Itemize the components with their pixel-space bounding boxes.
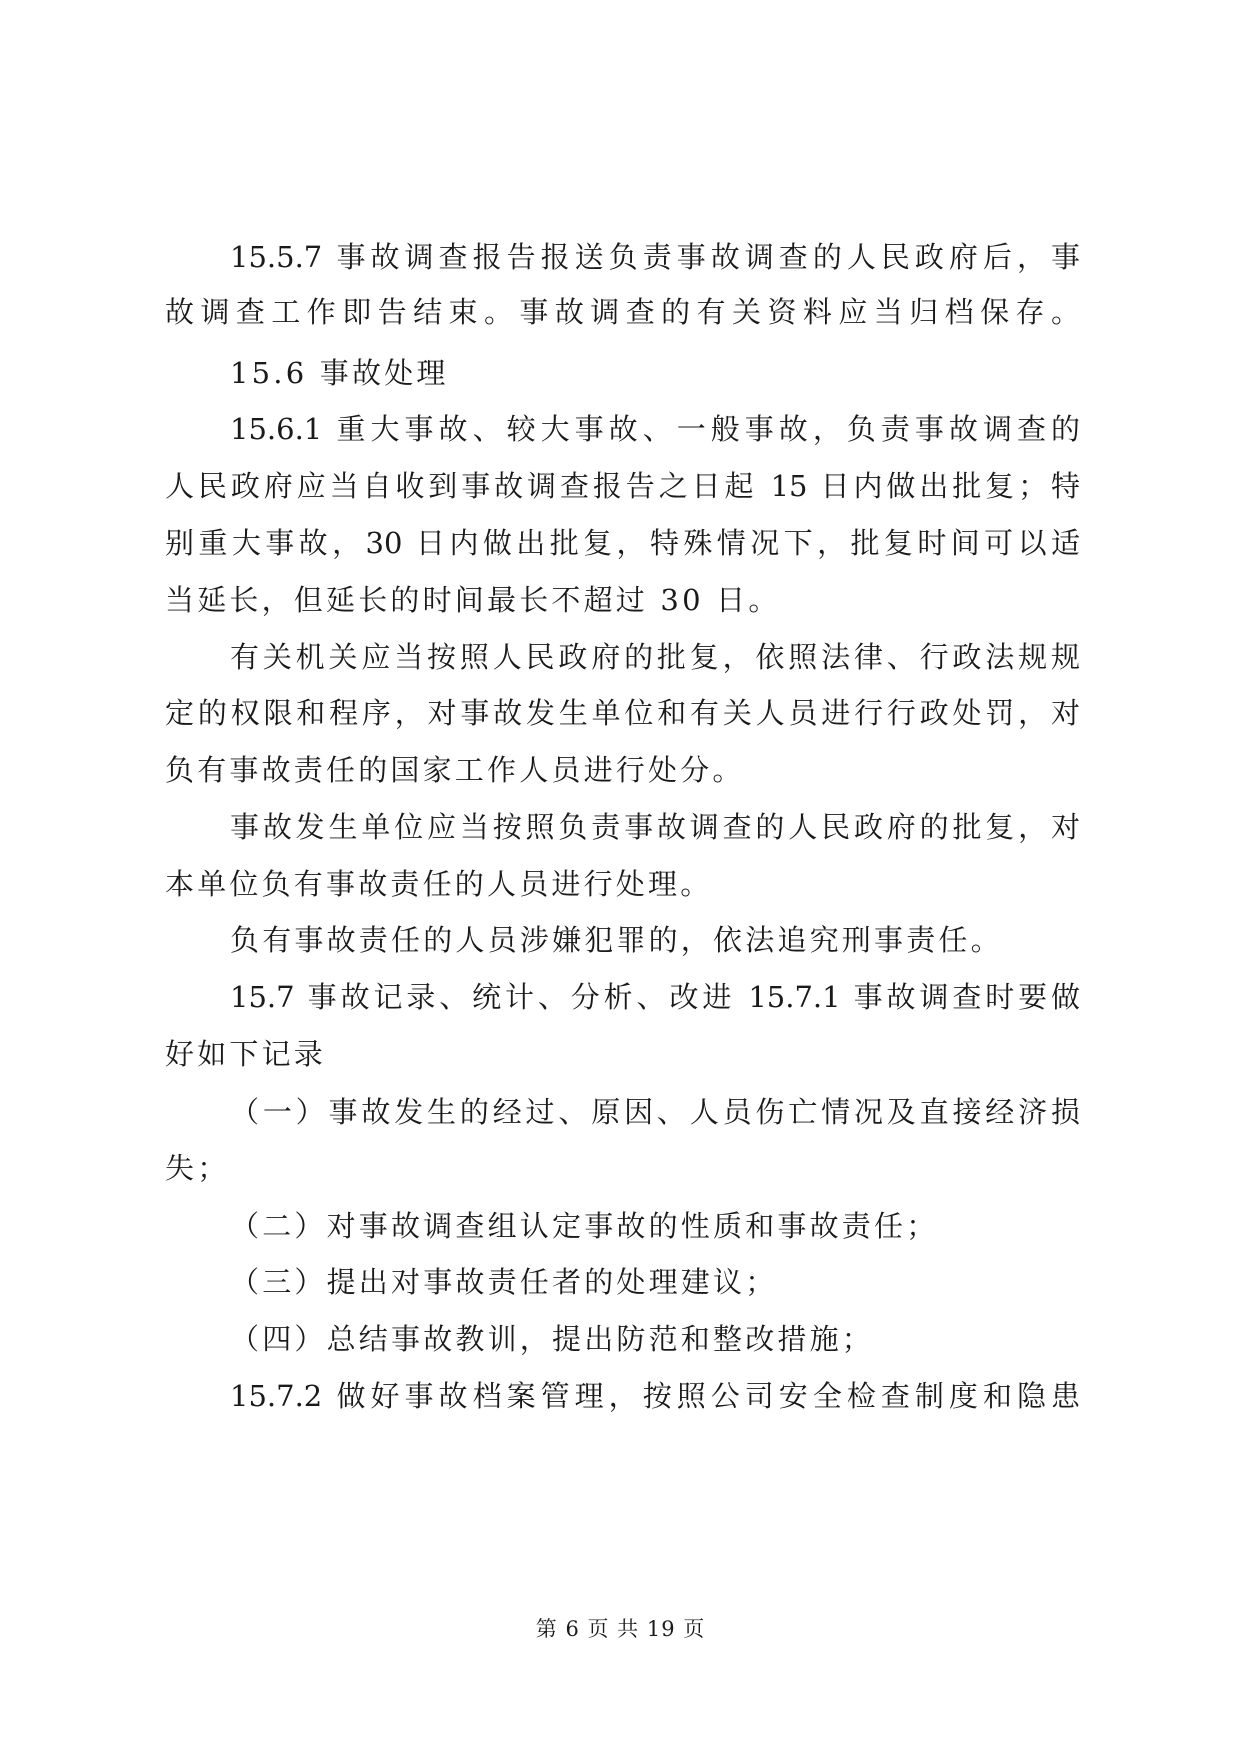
text-line: 失； xyxy=(165,1151,230,1185)
text-line: 负有事故责任的人员涉嫌犯罪的，依法追究刑事责任。 xyxy=(230,923,1003,957)
section-heading: 15.6 事故处理 xyxy=(230,356,449,390)
text-line: 别重大事故，30 日内做出批复，特殊情况下，批复时间可以适 xyxy=(165,526,1080,560)
list-item: （二）对事故调查组认定事故的性质和事故责任； xyxy=(230,1209,939,1243)
text-line: 当延长，但延长的时间最长不超过 30 日。 xyxy=(165,583,781,617)
list-item: （一）事故发生的经过、原因、人员伤亡情况及直接经济损 xyxy=(230,1095,1080,1129)
list-item: （四）总结事故教训，提出防范和整改措施； xyxy=(230,1322,875,1356)
text-line: 故调查工作即告结束。事故调查的有关资料应当归档保存。 xyxy=(165,295,1080,329)
text-line: 15.7.2 做好事故档案管理，按照公司安全检查制度和隐患 xyxy=(230,1379,1080,1413)
list-item: （三）提出对事故责任者的处理建议； xyxy=(230,1265,778,1299)
text-line: 人民政府应当自收到事故调查报告之日起 15 日内做出批复；特 xyxy=(165,469,1080,503)
text-line: 定的权限和程序，对事故发生单位和有关人员进行行政处罚，对 xyxy=(165,696,1080,730)
text-line: 负有事故责任的国家工作人员进行处分。 xyxy=(165,753,745,787)
text-line: 本单位负有事故责任的人员进行处理。 xyxy=(165,867,713,901)
text-line: 15.5.7 事故调查报告报送负责事故调查的人民政府后，事 xyxy=(230,240,1080,274)
text-line: 有关机关应当按照人民政府的批复，依照法律、行政法规规 xyxy=(230,640,1080,674)
text-line: 事故发生单位应当按照负责事故调查的人民政府的批复，对 xyxy=(230,810,1080,844)
section-heading: 15.7 事故记录、统计、分析、改进 15.7.1 事故调查时要做 xyxy=(230,980,1080,1014)
text-line: 15.6.1 重大事故、较大事故、一般事故，负责事故调查的 xyxy=(230,412,1080,446)
page-footer: 第 6 页 共 19 页 xyxy=(535,1617,706,1641)
text-line: 好如下记录 xyxy=(165,1037,327,1071)
